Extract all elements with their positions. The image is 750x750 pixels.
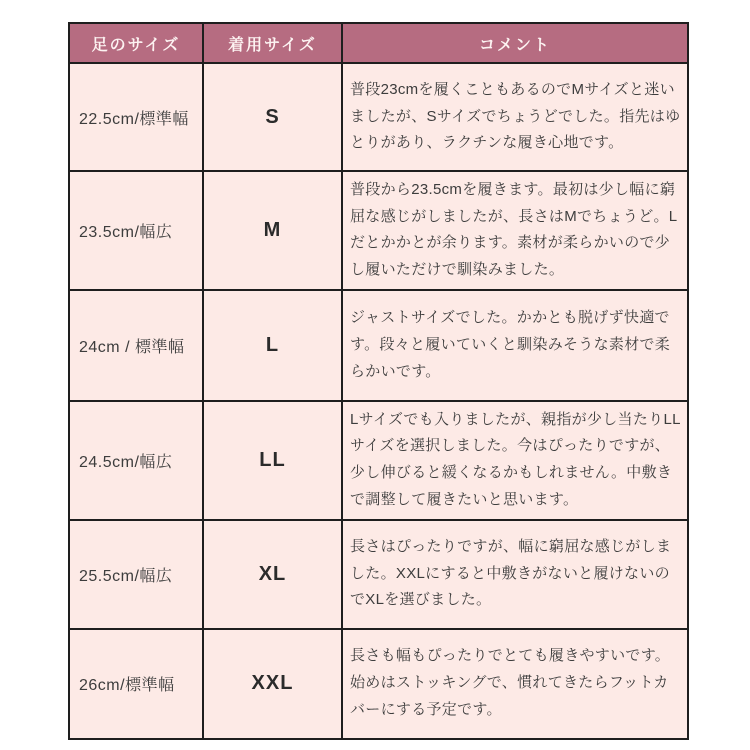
wear-size-cell: XXL	[203, 629, 342, 739]
wear-size-cell: LL	[203, 401, 342, 520]
wear-size-cell: L	[203, 290, 342, 401]
column-header-foot-size: 足のサイズ	[69, 23, 203, 63]
foot-size-cell: 22.5cm/標準幅	[69, 63, 203, 171]
comment-cell: Lサイズでも入りましたが、親指が少し当たりLLサイズを選択しました。今はぴったりですが、少し伸びると緩くなるかもしれません。中敷きで調整して履きたいと思います。	[342, 401, 688, 520]
table-row	[69, 629, 688, 739]
table-header-row	[69, 23, 688, 63]
comment-cell: 普段から23.5cmを履きます。最初は少し幅に窮屈な感じがしましたが、長さはMでちょうど。Lだとかかとが余ります。素材が柔らかいので少し履いただけで馴染みました。	[342, 171, 688, 290]
foot-size-cell: 24cm / 標準幅	[69, 290, 203, 401]
wear-size-cell: S	[203, 63, 342, 171]
column-header-comment: コメント	[342, 23, 688, 63]
foot-size-cell: 23.5cm/幅広	[69, 171, 203, 290]
foot-size-cell: 24.5cm/幅広	[69, 401, 203, 520]
table-row	[69, 290, 688, 401]
foot-size-cell: 25.5cm/幅広	[69, 520, 203, 629]
table-row	[69, 520, 688, 629]
foot-size-cell: 26cm/標準幅	[69, 629, 203, 739]
size-review-table	[68, 22, 689, 740]
wear-size-cell: XL	[203, 520, 342, 629]
table-row	[69, 171, 688, 290]
column-header-wear-size: 着用サイズ	[203, 23, 342, 63]
table-row	[69, 63, 688, 171]
table-row	[69, 401, 688, 520]
comment-cell: ジャストサイズでした。かかとも脱げず快適です。段々と履いていくと馴染みそうな素材で柔らかいです。	[342, 290, 688, 401]
wear-size-cell: M	[203, 171, 342, 290]
comment-cell: 長さはぴったりですが、幅に窮屈な感じがしました。XXLにすると中敷きがないと履けないのでXLを選びました。	[342, 520, 688, 629]
comment-cell: 長さも幅もぴったりでとても履きやすいです。始めはストッキングで、慣れてきたらフットカバーにする予定です。	[342, 629, 688, 739]
comment-cell: 普段23cmを履くこともあるのでMサイズと迷いましたが、Sサイズでちょうどでした。指先はゆとりがあり、ラクチンな履き心地です。	[342, 63, 688, 171]
